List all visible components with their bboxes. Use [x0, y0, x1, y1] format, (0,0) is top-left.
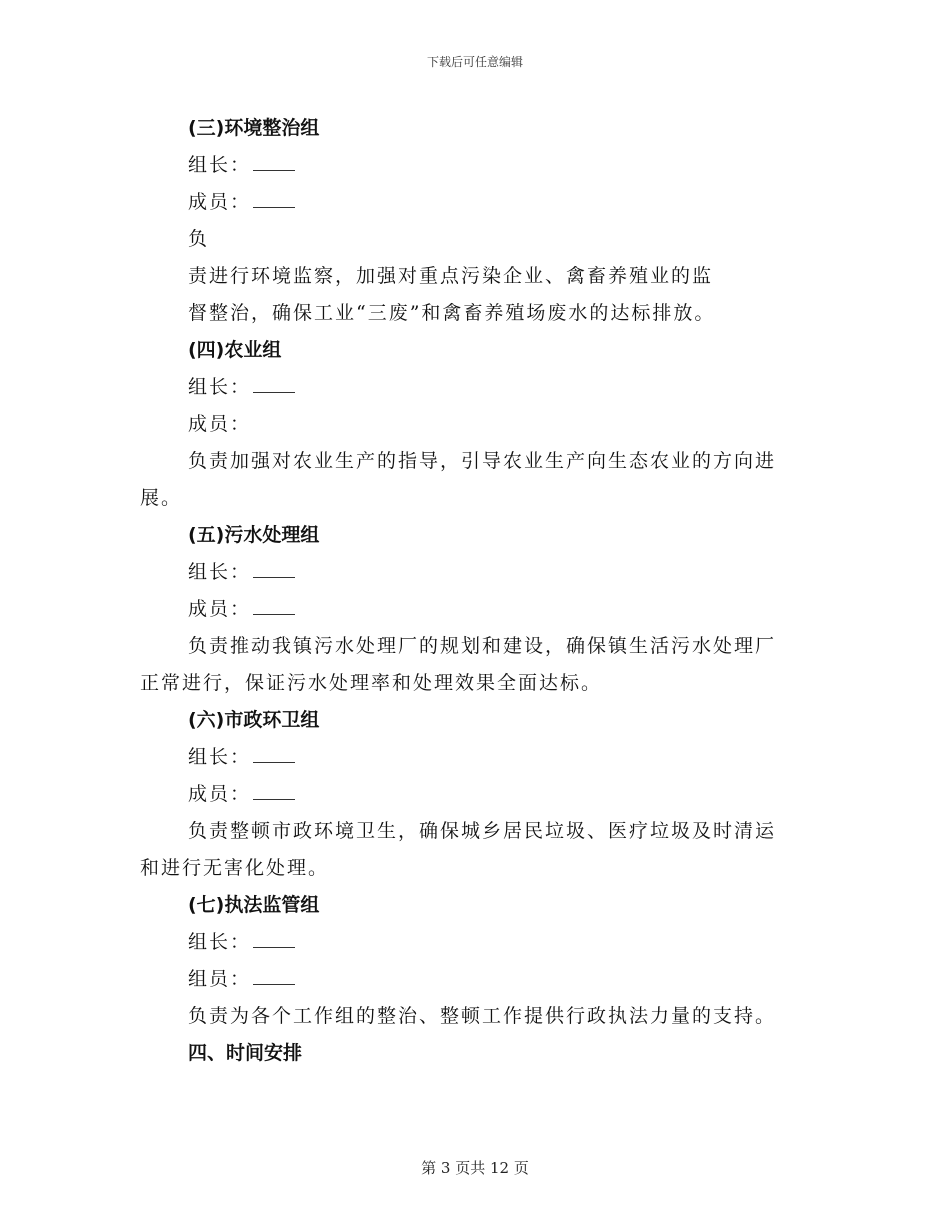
member-label: 成员： [188, 191, 252, 213]
document-body [140, 110, 800, 1072]
desc-line: 展。 [140, 487, 183, 509]
desc-line: 负责推动我镇污水处理厂的规划和建设，确保镇生活污水处理厂 [188, 635, 777, 657]
section-heading: (六)市政环卫组 [188, 709, 320, 731]
desc-line: 负 [188, 228, 210, 250]
member-label: 成员： [188, 783, 252, 805]
leader-line [140, 924, 800, 961]
leader-blank [253, 748, 295, 763]
member-label: 组员： [188, 968, 252, 990]
leader-line [140, 739, 800, 776]
leader-blank [253, 563, 295, 578]
leader-line [140, 369, 800, 406]
leader-label: 组长： [188, 931, 252, 953]
leader-label: 组长： [188, 561, 252, 583]
page-footer: 第 3 页共 12 页 [421, 1159, 529, 1177]
desc-line: 负责整顿市政环境卫生，确保城乡居民垃圾、医疗垃圾及时清运 [188, 820, 777, 842]
final-heading: 四、时间安排 [188, 1042, 303, 1064]
leader-line [140, 554, 800, 591]
member-line [140, 184, 800, 221]
leader-blank [253, 933, 295, 948]
desc-line: 责进行环境监察，加强对重点污染企业、禽畜养殖业的监 [188, 265, 714, 287]
section-heading: (三)环境整治组 [188, 117, 320, 139]
leader-label: 组长： [188, 376, 252, 398]
member-blank [253, 193, 295, 208]
member-blank [253, 600, 295, 615]
desc-line: 督整治，确保工业“三废”和禽畜养殖场废水的达标排放。 [188, 302, 716, 324]
desc-line: 负责为各个工作组的整治、整顿工作提供行政执法力量的支持。 [188, 1005, 777, 1027]
member-label: 成员： [188, 413, 252, 435]
leader-line [140, 147, 800, 184]
member-line [140, 406, 800, 443]
member-line [140, 776, 800, 813]
leader-blank [253, 156, 295, 171]
member-label: 成员： [188, 598, 252, 620]
desc-line: 负责加强对农业生产的指导，引导农业生产向生态农业的方向进 [188, 450, 777, 472]
desc-line: 正常进行，保证污水处理率和处理效果全面达标。 [140, 672, 603, 694]
section-heading: (五)污水处理组 [188, 524, 320, 546]
section-heading: (七)执法监管组 [188, 894, 320, 916]
member-blank [253, 785, 295, 800]
member-blank [253, 970, 295, 985]
page-header: 下载后可任意编辑 [426, 55, 523, 69]
member-line [140, 591, 800, 628]
desc-line: 和进行无害化处理。 [140, 857, 330, 879]
leader-label: 组长： [188, 746, 252, 768]
leader-label: 组长： [188, 154, 252, 176]
member-line [140, 961, 800, 998]
section-heading: (四)农业组 [188, 339, 282, 361]
leader-blank [253, 378, 295, 393]
